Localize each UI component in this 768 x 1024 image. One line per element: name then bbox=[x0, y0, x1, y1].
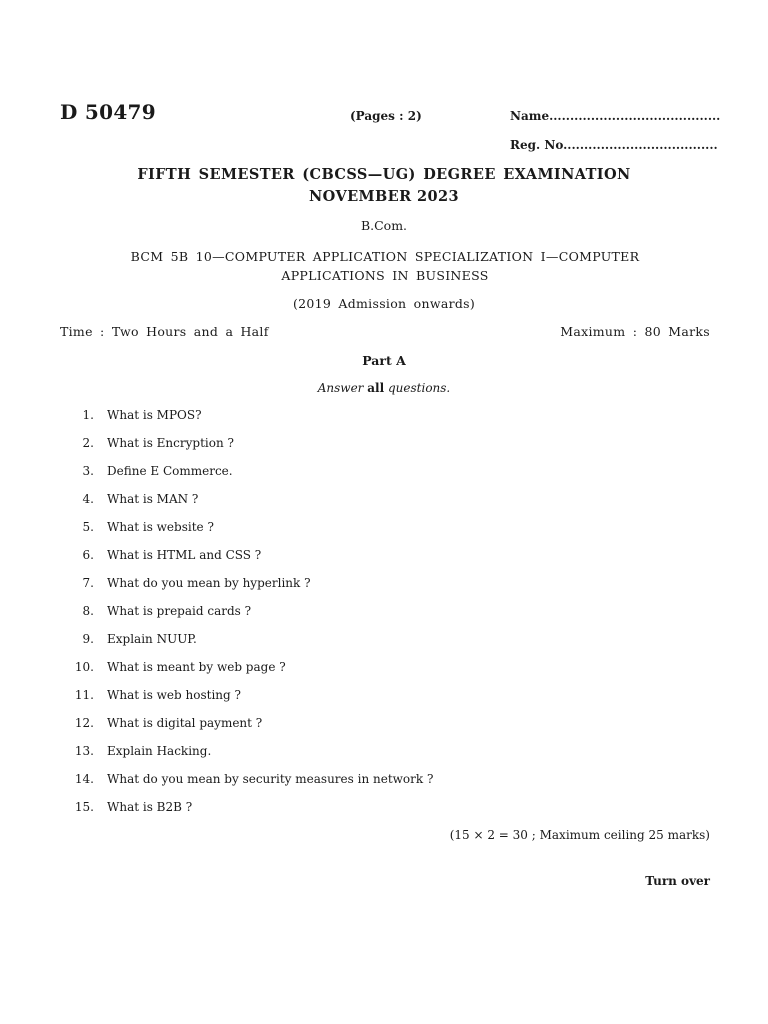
question-list bbox=[60, 408, 710, 828]
question-item bbox=[60, 660, 710, 688]
maximum-marks: Maximum : 80 Marks bbox=[560, 324, 710, 339]
question-item bbox=[60, 604, 710, 632]
question-item bbox=[60, 492, 710, 520]
question-number: 2. bbox=[82, 436, 94, 450]
instruction-bold: all bbox=[367, 381, 385, 395]
question-text: What is digital payment ? bbox=[107, 716, 263, 730]
question-item bbox=[60, 744, 710, 772]
part-instruction bbox=[0, 381, 768, 395]
question-text: What is B2B ? bbox=[107, 800, 193, 814]
question-number: 9. bbox=[82, 632, 94, 646]
question-number: 5. bbox=[82, 520, 94, 534]
question-number: 14. bbox=[74, 772, 94, 786]
instruction-pre: Answer bbox=[317, 381, 364, 395]
question-number: 4. bbox=[82, 492, 94, 506]
subject-line-2: APPLICATIONS IN BUSINESS bbox=[281, 268, 489, 283]
question-number: 11. bbox=[74, 688, 94, 702]
question-text: What is website ? bbox=[107, 520, 214, 534]
part-title: Part A bbox=[362, 353, 406, 368]
question-text: What do you mean by security measures in network ? bbox=[107, 772, 434, 786]
admission-note: (2019 Admission onwards) bbox=[292, 296, 476, 311]
question-item bbox=[60, 548, 710, 576]
question-number: 8. bbox=[82, 604, 94, 618]
question-text: Define E Commerce. bbox=[107, 464, 233, 478]
question-item bbox=[60, 520, 710, 548]
question-text: What is web hosting ? bbox=[107, 688, 241, 702]
question-number: 10. bbox=[74, 660, 94, 674]
question-item bbox=[60, 436, 710, 464]
question-number: 3. bbox=[82, 464, 94, 478]
marks-note: (15 × 2 = 30 ; Maximum ceiling 25 marks) bbox=[449, 828, 710, 842]
question-item bbox=[60, 772, 710, 800]
question-number: 15. bbox=[74, 800, 94, 814]
question-text: What is prepaid cards ? bbox=[107, 604, 252, 618]
page-count: (Pages : 2) bbox=[350, 109, 422, 123]
question-item bbox=[60, 688, 710, 716]
question-text: What is MAN ? bbox=[107, 492, 199, 506]
turn-over: Turn over bbox=[645, 874, 710, 888]
subject-line-1: BCM 5B 10—COMPUTER APPLICATION SPECIALIZATION I—COMPUTER bbox=[130, 249, 640, 264]
question-text: What is Encryption ? bbox=[107, 436, 234, 450]
question-text: Explain Hacking. bbox=[107, 744, 212, 758]
question-text: What is meant by web page ? bbox=[107, 660, 286, 674]
exam-date: NOVEMBER 2023 bbox=[309, 188, 459, 205]
exam-title: FIFTH SEMESTER (CBCSS—UG) DEGREE EXAMINATION bbox=[137, 166, 631, 183]
question-number: 6. bbox=[82, 548, 94, 562]
question-text: What is HTML and CSS ? bbox=[107, 548, 262, 562]
question-item bbox=[60, 800, 710, 828]
question-number: 12. bbox=[74, 716, 94, 730]
question-item bbox=[60, 632, 710, 660]
question-number: 1. bbox=[82, 408, 94, 422]
time-allowed: Time : Two Hours and a Half bbox=[60, 324, 269, 339]
question-item bbox=[60, 464, 710, 492]
reg-no-field: Reg. No..................................... bbox=[510, 138, 718, 152]
paper-code: D 50479 bbox=[60, 100, 156, 124]
question-item bbox=[60, 576, 710, 604]
question-number: 7. bbox=[82, 576, 94, 590]
question-text: What do you mean by hyperlink ? bbox=[107, 576, 311, 590]
question-item bbox=[60, 716, 710, 744]
name-field: Name......................................... bbox=[510, 109, 721, 123]
question-text: What is MPOS? bbox=[107, 408, 202, 422]
question-item bbox=[60, 408, 710, 436]
subject-title bbox=[90, 247, 680, 285]
question-text: Explain NUUP. bbox=[107, 632, 197, 646]
degree-name: B.Com. bbox=[360, 218, 408, 233]
question-number: 13. bbox=[74, 744, 94, 758]
instruction-post: questions. bbox=[387, 381, 451, 395]
